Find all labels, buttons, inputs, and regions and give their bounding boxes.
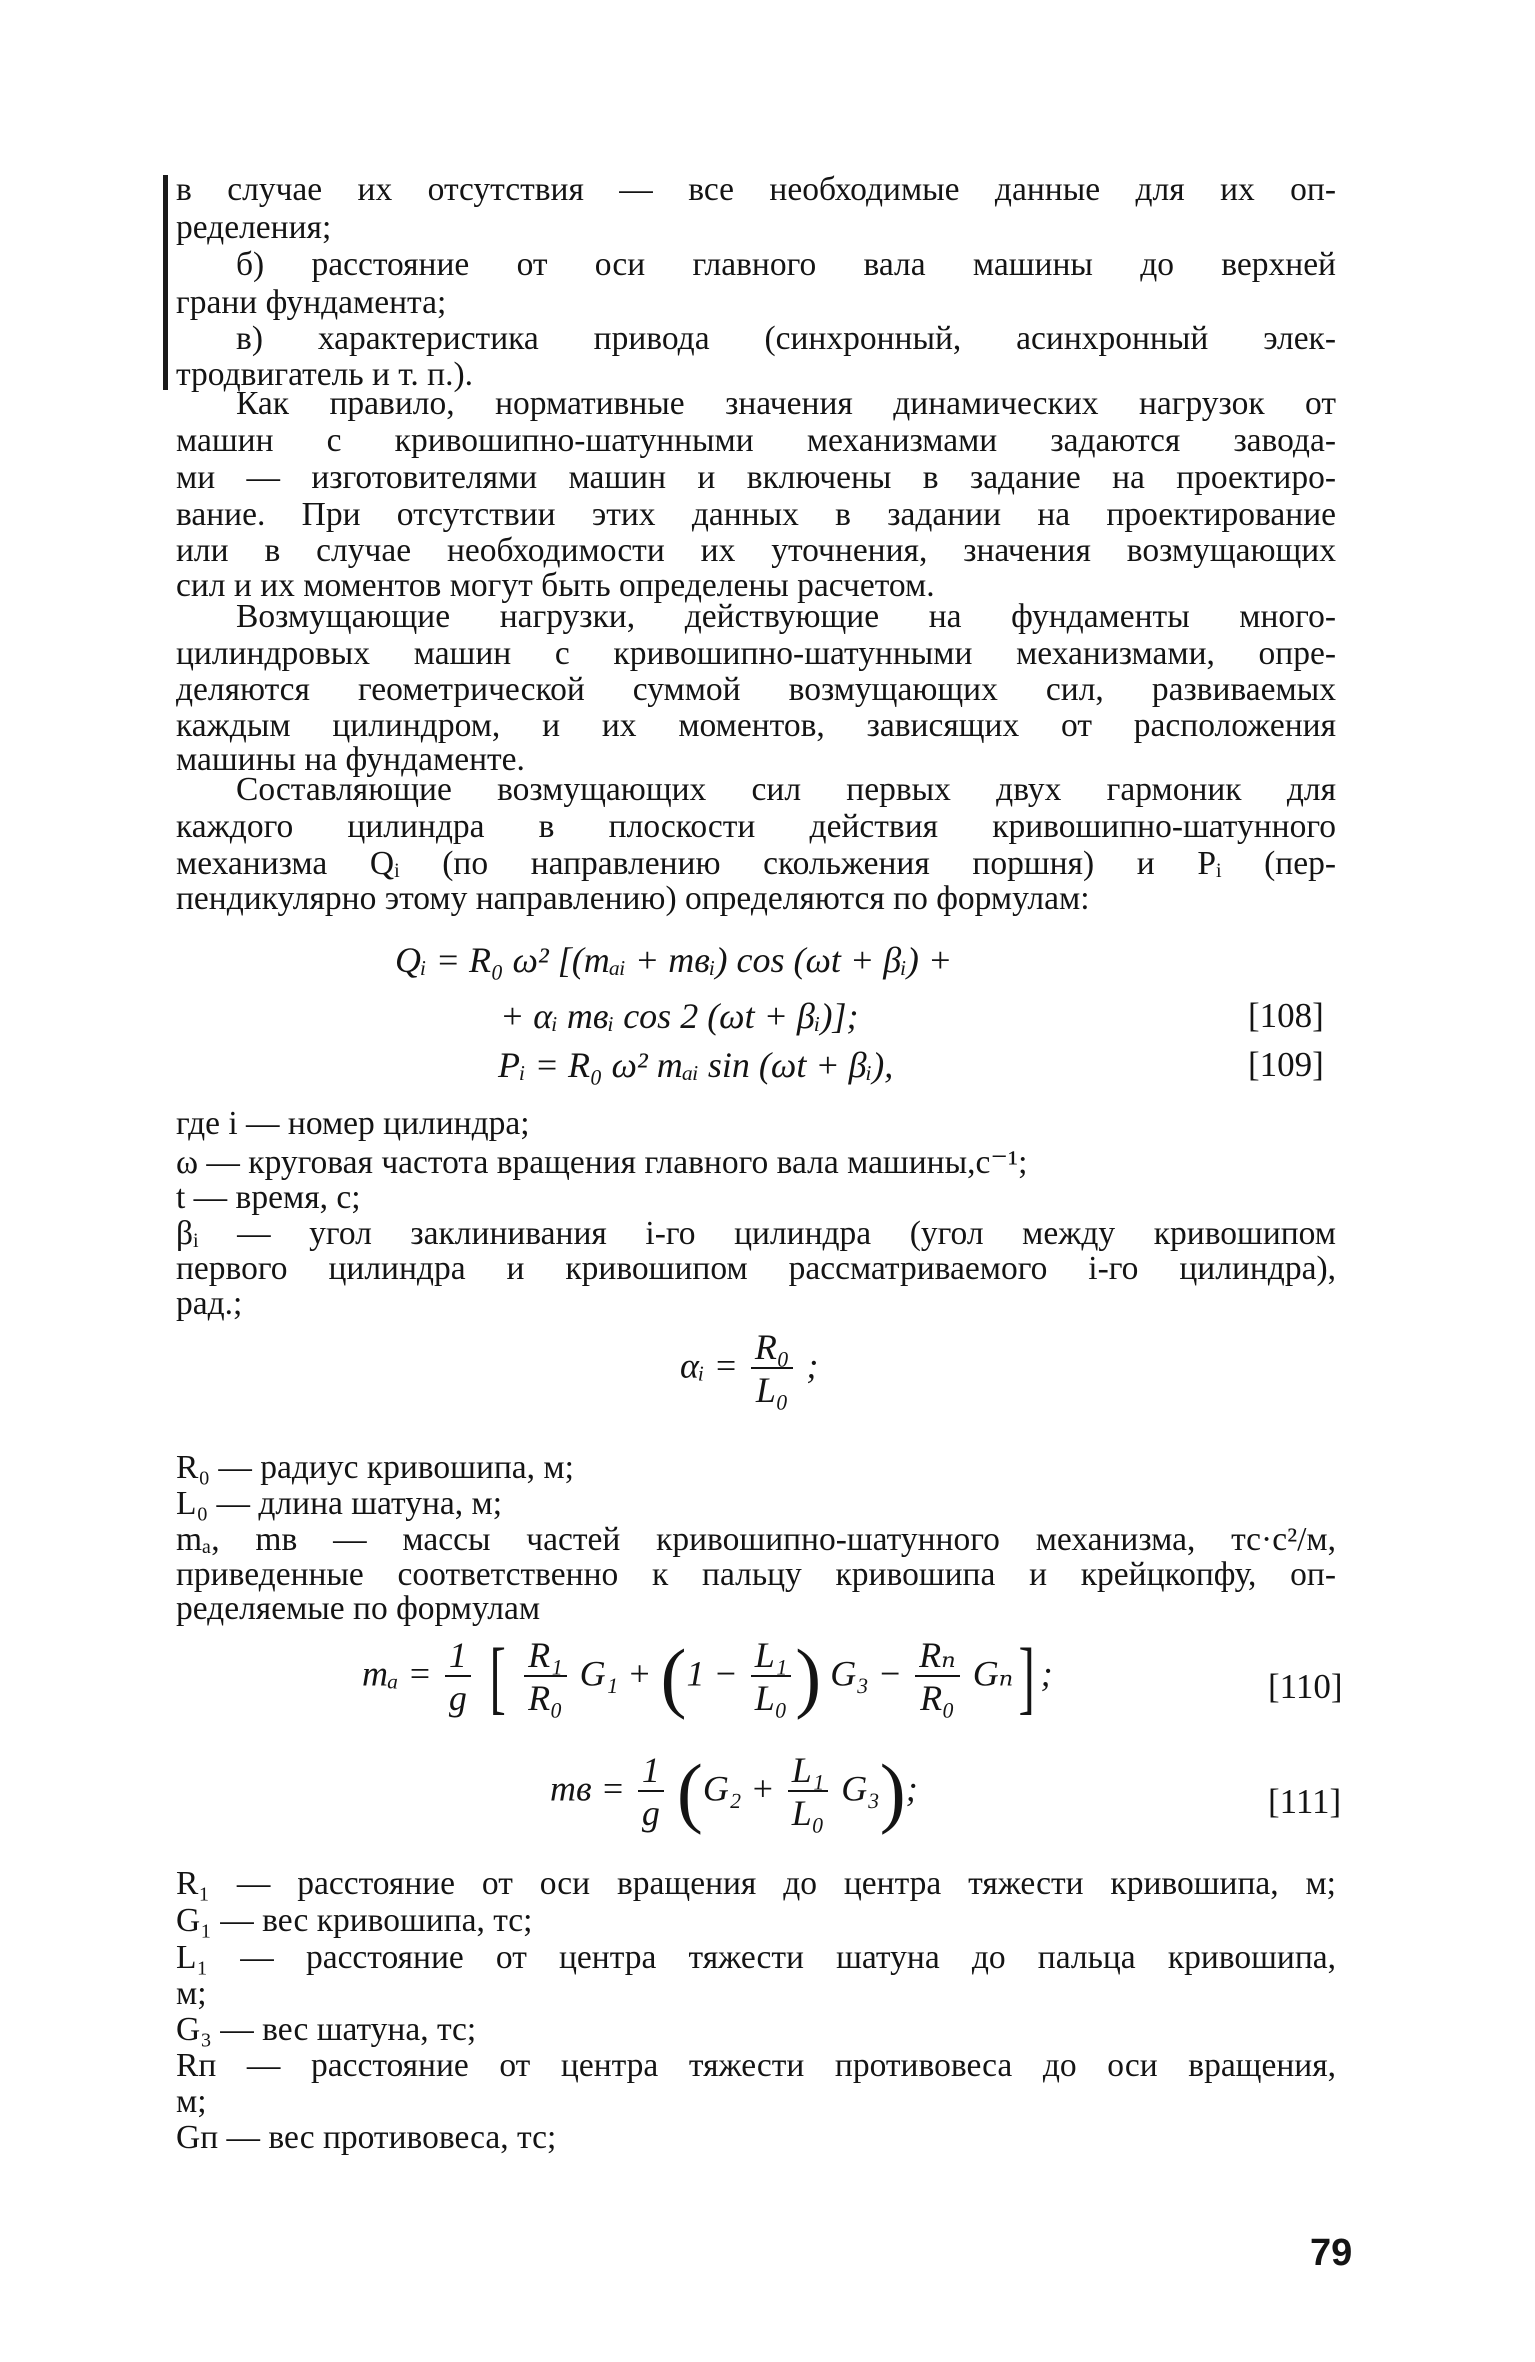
text-line: в) характеристика привода (синхронный, асинхронный элек- bbox=[236, 320, 1336, 357]
definition-line: Rп — расстояние от центра тяжести противовеса до оси вращения, bbox=[176, 2047, 1336, 2084]
alpha-fraction bbox=[751, 1327, 794, 1411]
definition-line: м; bbox=[176, 2083, 207, 2120]
definition-line: рад.; bbox=[176, 1285, 243, 1322]
fraction bbox=[751, 1635, 792, 1719]
equation-number: [110] bbox=[1268, 1667, 1343, 1706]
fraction-denominator: L₀ bbox=[791, 1793, 825, 1833]
fraction bbox=[445, 1635, 471, 1719]
fraction bbox=[524, 1635, 567, 1719]
text-line: ми — изготовителями машин и включены в задание на проектиро- bbox=[176, 459, 1336, 496]
formula-tail: ; bbox=[806, 1345, 819, 1386]
definition-line: βᵢ — угол заклинивания i-го цилиндра (угол между кривошипом bbox=[176, 1215, 1336, 1252]
text-line: цилиндровых машин с кривошипно-шатунными механизмами, опре- bbox=[176, 635, 1336, 672]
formula-alpha bbox=[680, 1327, 818, 1411]
definition-line: Gп — вес противовеса, тс; bbox=[176, 2119, 557, 2156]
text-line: каждого цилиндра в плоскости действия кривошипно-шатунного bbox=[176, 808, 1336, 845]
text-line: пендикулярно этому направлению) определяются по формулам: bbox=[176, 880, 1090, 917]
text-line: Возмущающие нагрузки, действующие на фундаменты много- bbox=[236, 598, 1336, 635]
definition-line: L₀ — длина шатуна, м; bbox=[176, 1485, 503, 1522]
fraction-denominator: g bbox=[641, 1793, 660, 1833]
text-line: в случае их отсутствия — все необходимые данные для их оп- bbox=[176, 171, 1336, 208]
text-line: б) расстояние от оси главного вала машины до верхней bbox=[236, 246, 1336, 283]
left-paren: ( bbox=[676, 1748, 703, 1835]
formula-110 bbox=[362, 1631, 1053, 1722]
definition-line: первого цилиндра и кривошипом рассматриваемого i-го цилиндра), bbox=[176, 1250, 1336, 1287]
text-line: машин с кривошипно-шатунными механизмами задаются завода- bbox=[176, 422, 1336, 459]
equation-number: [109] bbox=[1248, 1045, 1324, 1084]
definition-line: где i — номер цилиндра; bbox=[176, 1105, 530, 1142]
formula-108-line1: Qᵢ = R₀ ω² [(mₐᵢ + mвᵢ) cos (ωt + βᵢ) + bbox=[395, 940, 953, 980]
formula-lhs: mₐ = bbox=[362, 1653, 432, 1694]
definition-line: R₁ — расстояние от оси вращения до центра тяжести кривошипа, м; bbox=[176, 1865, 1336, 1902]
text-line: механизма Qᵢ (по направлению скольжения поршня) и Pᵢ (пер- bbox=[176, 845, 1336, 882]
formula-lhs: mв = bbox=[550, 1768, 625, 1809]
text-line: Составляющие возмущающих сил первых двух гармоник для bbox=[236, 771, 1336, 808]
left-paren: ( bbox=[660, 1633, 687, 1720]
formula-tail: ; bbox=[1040, 1653, 1053, 1694]
formula-109: Pᵢ = R₀ ω² mₐᵢ sin (ωt + βᵢ), bbox=[498, 1045, 894, 1085]
text-line: каждым цилиндром, и их моментов, зависящих от расположения bbox=[176, 707, 1336, 744]
definition-line: G₃ — вес шатуна, тс; bbox=[176, 2011, 477, 2048]
fraction-denominator: R₀ bbox=[920, 1678, 955, 1718]
fraction-numerator: R₁ bbox=[524, 1635, 567, 1677]
right-bracket: ] bbox=[1018, 1631, 1036, 1722]
equation-number: [111] bbox=[1268, 1782, 1342, 1821]
fraction-numerator: 1 bbox=[638, 1750, 664, 1792]
fraction-denominator: L₀ bbox=[755, 1370, 789, 1410]
text-line: машины на фундаменте. bbox=[176, 741, 525, 778]
definition-line: mₐ, mв — массы частей кривошипно-шатунного механизма, тс·с²/м, bbox=[176, 1521, 1336, 1558]
margin-change-bar bbox=[163, 175, 168, 390]
alpha-lhs: αᵢ = bbox=[680, 1345, 738, 1386]
right-paren: ) bbox=[879, 1748, 906, 1835]
definition-line: R₀ — радиус кривошипа, м; bbox=[176, 1449, 574, 1486]
formula-term: G₃ bbox=[841, 1768, 880, 1809]
formula-111 bbox=[550, 1750, 918, 1834]
text-line: сил и их моментов могут быть определены расчетом. bbox=[176, 567, 935, 604]
formula-term: G₁ + bbox=[579, 1653, 652, 1694]
right-paren: ) bbox=[795, 1633, 822, 1720]
fraction-denominator: R₀ bbox=[528, 1678, 563, 1718]
definition-line: ределяемые по формулам bbox=[176, 1590, 541, 1627]
fraction-denominator: g bbox=[448, 1678, 467, 1718]
definition-line: t — время, с; bbox=[176, 1179, 361, 1216]
equation-number: [108] bbox=[1248, 996, 1324, 1035]
fraction-denominator: L₀ bbox=[754, 1678, 788, 1718]
fraction bbox=[915, 1635, 960, 1719]
formula-tail: ; bbox=[905, 1768, 918, 1809]
fraction bbox=[788, 1750, 829, 1834]
text-line: вание. При отсутствии этих данных в задании на проектирование bbox=[176, 496, 1336, 533]
definition-line: L₁ — расстояние от центра тяжести шатуна до пальца кривошипа, bbox=[176, 1939, 1336, 1976]
fraction-numerator: Rₙ bbox=[915, 1635, 960, 1677]
left-bracket: [ bbox=[489, 1631, 506, 1722]
fraction-numerator: R₀ bbox=[751, 1327, 794, 1369]
formula-term: G₃ − bbox=[830, 1653, 903, 1694]
definition-line: м; bbox=[176, 1975, 207, 2012]
definition-line: ω — круговая частота вращения главного вала машины,с⁻¹; bbox=[176, 1144, 1028, 1181]
definition-line: G₁ — вес кривошипа, тс; bbox=[176, 1902, 533, 1939]
text-line: ределения; bbox=[176, 209, 332, 246]
formula-term: 1 − bbox=[686, 1653, 738, 1694]
formula-108-line2: + αᵢ mвᵢ cos 2 (ωt + βᵢ)]; bbox=[500, 996, 859, 1036]
fraction-numerator: L₁ bbox=[751, 1635, 792, 1677]
formula-term: G₂ + bbox=[702, 1768, 775, 1809]
text-line: тродвигатель и т. п.). bbox=[176, 356, 474, 393]
definition-line: приведенные соответственно к пальцу кривошипа и крейцкопфу, оп- bbox=[176, 1556, 1336, 1593]
text-line: Как правило, нормативные значения динамических нагрузок от bbox=[236, 385, 1336, 422]
text-line: деляются геометрической суммой возмущающих сил, развиваемых bbox=[176, 671, 1336, 708]
fraction-numerator: L₁ bbox=[788, 1750, 829, 1792]
fraction bbox=[638, 1750, 664, 1834]
text-line: или в случае необходимости их уточнения, значения возмущающих bbox=[176, 532, 1336, 569]
fraction-numerator: 1 bbox=[445, 1635, 471, 1677]
text-line: грани фундамента; bbox=[176, 284, 447, 321]
formula-term: Gₙ bbox=[972, 1653, 1014, 1694]
page-number: 79 bbox=[1310, 2232, 1353, 2274]
